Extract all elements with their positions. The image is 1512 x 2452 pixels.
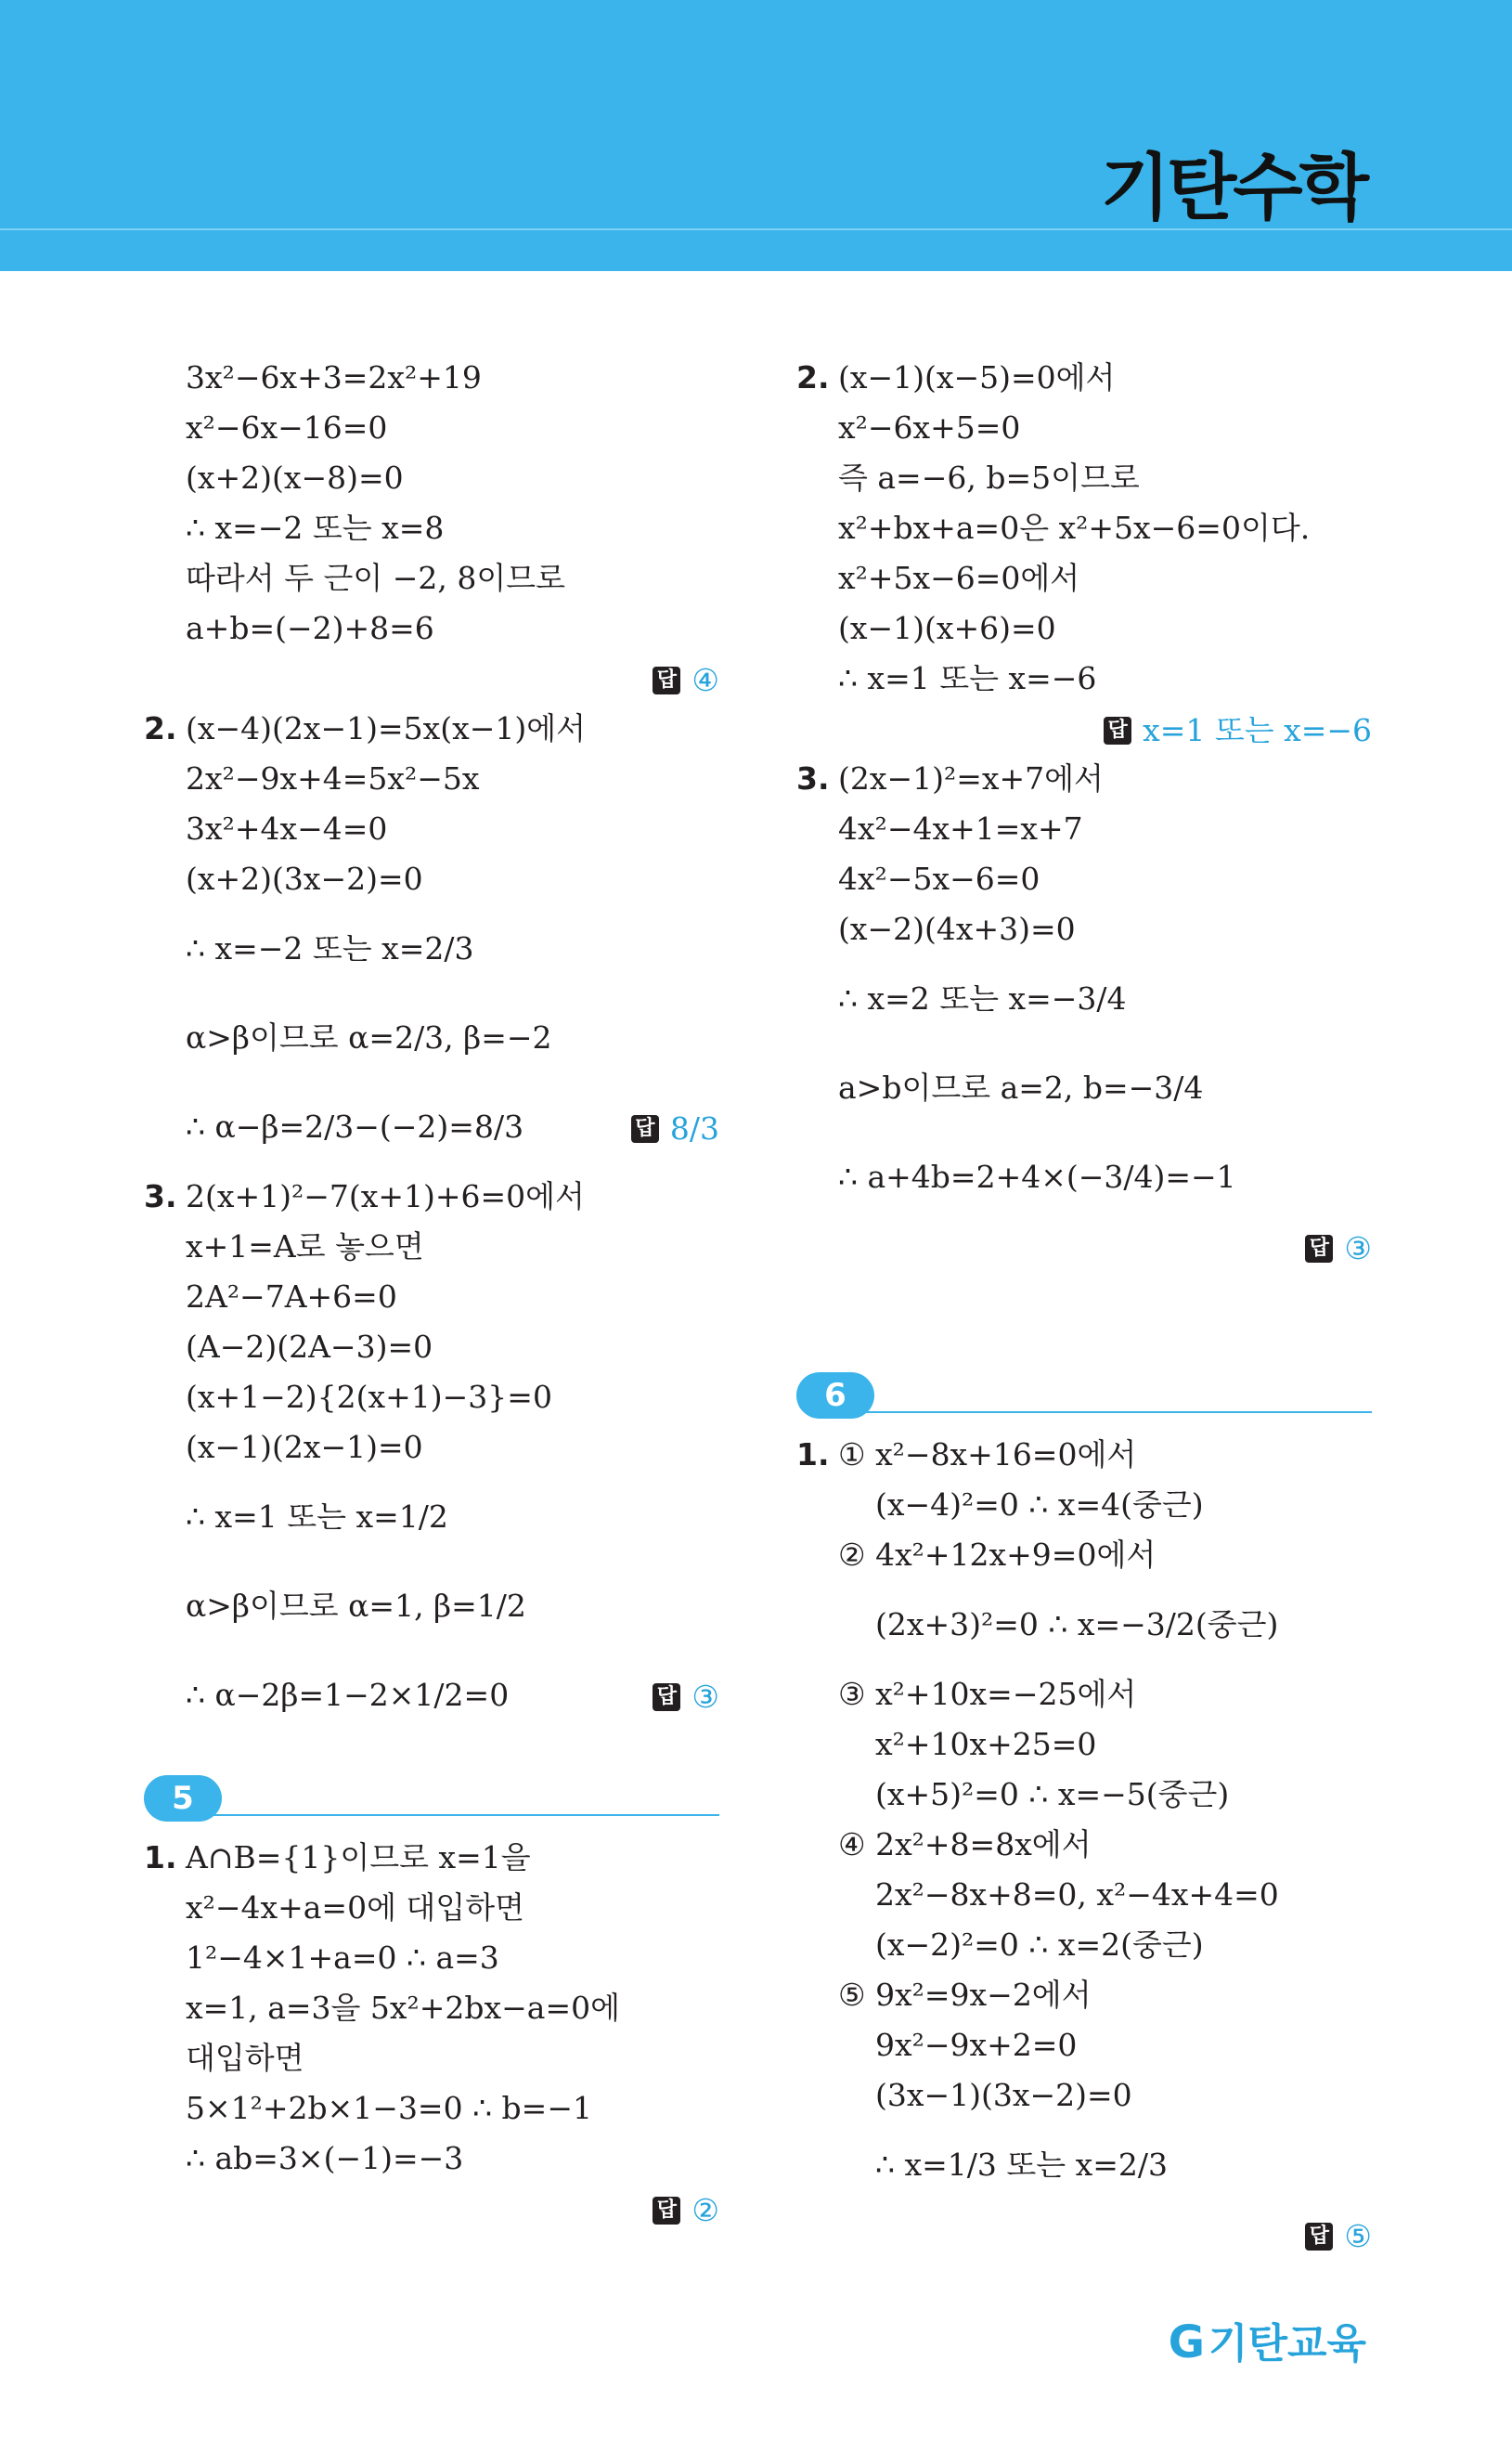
- section-number: 6: [796, 1372, 874, 1419]
- math-line: 4x²−5x−6=0: [838, 861, 1040, 897]
- right-column: [796, 353, 1372, 2260]
- math-line: 대입하면: [186, 2040, 304, 2076]
- footer-logo: [1169, 2310, 1366, 2369]
- left-column: [144, 353, 719, 2234]
- math-line: x²+10x+25=0: [875, 1726, 1097, 1762]
- math-line: 4x²−4x+1=x+7: [838, 811, 1083, 847]
- math-line: ∴ a+4b=2+4×(−3/4)=−1: [838, 1159, 1236, 1195]
- problem-3: [796, 754, 1372, 804]
- math-line: x²−6x−16=0: [186, 409, 388, 446]
- math-line: ∴ x=−2 또는 x=2/3: [186, 930, 474, 967]
- math-line: ④ 2x²+8=8x에서: [838, 1826, 1092, 1862]
- math-line: ∴ x=−2 또는 x=8: [186, 510, 445, 546]
- math-line: (x+2)(3x−2)=0: [186, 861, 423, 897]
- math-line: 2x²−9x+4=5x²−5x: [186, 760, 480, 797]
- math-line: ∴ α−β=2/3−(−2)=8/3: [186, 1109, 524, 1145]
- math-line: a>b이므로 a=2, b=−3/4: [838, 1070, 1204, 1106]
- section-header-6: [796, 1365, 1372, 1424]
- section-rule: [181, 1814, 719, 1816]
- math-line: 3x²−6x+3=2x²+19: [186, 359, 482, 396]
- math-line: (x+5)²=0 ∴ x=−5(중근): [875, 1776, 1230, 1812]
- answer-badge: 답: [653, 667, 680, 694]
- math-line: ∴ x=2 또는 x=−3/4: [838, 980, 1127, 1017]
- math-line: 5×1²+2b×1−3=0 ∴ b=−1: [186, 2090, 592, 2126]
- problem-number: 2.: [144, 710, 177, 746]
- math-line: (2x+3)²=0 ∴ x=−3/2(중근): [875, 1606, 1279, 1642]
- problem-number: 1.: [796, 1436, 830, 1472]
- answer-row: [796, 704, 1372, 754]
- answer-value: ③: [691, 1679, 719, 1715]
- answer-badge: 답: [653, 2197, 680, 2225]
- problem-2: [144, 704, 719, 754]
- math-line: α>β이므로 α=1, β=1/2: [186, 1588, 526, 1624]
- math-line: x²−4x+a=0에 대입하면: [186, 1889, 524, 1926]
- math-line: (x−1)(2x−1)=0: [186, 1429, 423, 1465]
- answer-badge: 답: [1305, 2223, 1333, 2251]
- answer-value: 8/3: [669, 1110, 719, 1147]
- math-line: 즉 a=−6, b=5이므로: [838, 460, 1140, 496]
- math-line: 따라서 두 근이 −2, 8이므로: [186, 560, 565, 596]
- answer-row: [144, 654, 719, 704]
- math-line: (x−2)²=0 ∴ x=2(중근): [875, 1927, 1204, 1963]
- answer-row: [144, 1083, 719, 1172]
- answer-row: [144, 2184, 719, 2234]
- math-line: ⑤ 9x²=9x−2에서: [838, 1977, 1092, 2013]
- brand-logo: 기탄수학: [1100, 147, 1365, 230]
- problem-number: 3.: [796, 760, 830, 797]
- problem-3: [144, 1172, 719, 1222]
- answer-badge: 답: [653, 1683, 680, 1711]
- math-line: (x−2)(4x+3)=0: [838, 911, 1076, 947]
- math-line: ∴ x=1/3 또는 x=2/3: [875, 2147, 1168, 2183]
- math-line: 2(x+1)²−7(x+1)+6=0에서: [186, 1178, 585, 1214]
- footer-brand: 기탄교육: [1208, 2320, 1366, 2368]
- math-line: ② 4x²+12x+9=0에서: [838, 1537, 1157, 1573]
- math-line: ∴ ab=3×(−1)=−3: [186, 2140, 464, 2176]
- math-line: x=1, a=3을 5x²+2bx−a=0에: [186, 1990, 620, 2026]
- math-line: ③ x²+10x=−25에서: [838, 1676, 1137, 1712]
- answer-value: ②: [691, 2192, 719, 2228]
- math-line: (x−4)²=0 ∴ x=4(중근): [875, 1486, 1204, 1523]
- section-number: 5: [144, 1775, 222, 1822]
- answer-value: ⑤: [1344, 2218, 1372, 2254]
- section-rule: [834, 1411, 1372, 1413]
- math-line: (x−1)(x+6)=0: [838, 610, 1056, 646]
- problem-2: [796, 353, 1372, 403]
- answer-badge: 답: [1104, 717, 1131, 745]
- spacer: [796, 1272, 1372, 1337]
- math-line: ∴ α−2β=1−2×1/2=0: [186, 1677, 510, 1713]
- answer-value: ④: [691, 662, 719, 698]
- answer-row: [796, 1222, 1372, 1272]
- math-line: 1²−4×1+a=0 ∴ a=3: [186, 1940, 499, 1976]
- answer-row: [796, 2210, 1372, 2260]
- math-line: 2x²−8x+8=0, x²−4x+4=0: [875, 1876, 1279, 1913]
- problem-1: [796, 1430, 1372, 1480]
- math-line: a+b=(−2)+8=6: [186, 610, 434, 646]
- answer-badge: 답: [631, 1115, 659, 1143]
- math-line: 3x²+4x−4=0: [186, 811, 388, 847]
- math-line: (A−2)(2A−3)=0: [186, 1329, 433, 1365]
- math-line: 2A²−7A+6=0: [186, 1278, 397, 1315]
- math-line: α>β이므로 α=2/3, β=−2: [186, 1019, 552, 1056]
- math-line: (x−4)(2x−1)=5x(x−1)에서: [186, 710, 587, 746]
- problem-number: 3.: [144, 1178, 177, 1214]
- answer-badge: 답: [1305, 1235, 1333, 1263]
- section-header-5: [144, 1768, 719, 1827]
- math-line: A∩B={1}이므로 x=1을: [186, 1839, 531, 1875]
- math-line: x²−6x+5=0: [838, 409, 1021, 446]
- math-line: ① x²−8x+16=0에서: [838, 1436, 1137, 1472]
- math-line: ∴ x=1 또는 x=−6: [838, 660, 1097, 696]
- answer-value: x=1 또는 x=−6: [1143, 712, 1372, 748]
- math-line: (x−1)(x−5)=0에서: [838, 359, 1116, 396]
- math-line: 9x²−9x+2=0: [875, 2027, 1078, 2063]
- math-line: (x+2)(x−8)=0: [186, 460, 404, 496]
- problem-number: 2.: [796, 359, 830, 396]
- g-logo-icon: G: [1168, 2316, 1205, 2368]
- math-line: x+1=A로 놓으면: [186, 1228, 424, 1265]
- math-line: (2x−1)²=x+7에서: [838, 760, 1104, 797]
- math-line: x²+5x−6=0에서: [838, 560, 1080, 596]
- problem-number: 1.: [144, 1839, 177, 1875]
- math-line: ∴ x=1 또는 x=1/2: [186, 1498, 448, 1535]
- header-banner: [0, 0, 1512, 271]
- math-line: x²+bx+a=0은 x²+5x−6=0이다.: [838, 510, 1311, 546]
- answer-row: [144, 1651, 719, 1740]
- problem-1: [144, 1833, 719, 1883]
- answer-value: ③: [1344, 1230, 1372, 1266]
- math-line: (x+1−2){2(x+1)−3}=0: [186, 1379, 552, 1415]
- math-line: (3x−1)(3x−2)=0: [875, 2077, 1132, 2113]
